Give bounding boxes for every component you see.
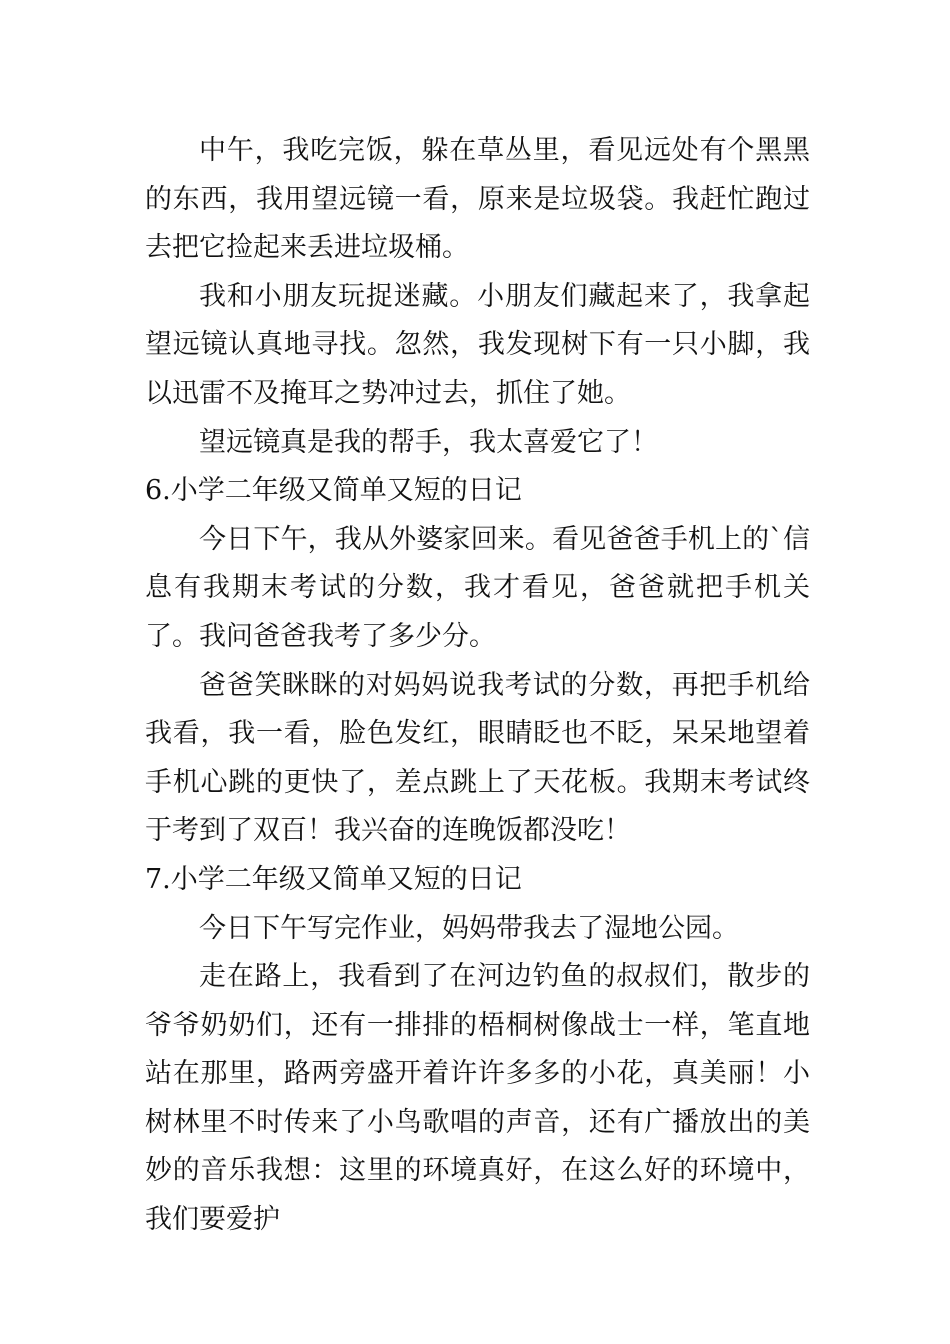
paragraph-wetland-park: 今日下午写完作业，妈妈带我去了湿地公园。: [199, 912, 739, 944]
paragraph-exam-score: 今日下午，我从外婆家回来。看见爸爸手机上的`信息有我期末考试的分数，我才看见，爸爸就把手机关了。我问爸爸我考了多少分。: [145, 523, 810, 652]
paragraph-double-hundred: 爸爸笑眯眯的对妈妈说我考试的分数，再把手机给我看，我一看，脸色发红，眼睛眨也不眨，呆呆地望着手机心跳的更快了，差点跳上了天花板。我期末考试终于考到了双百！我兴奋的连晚饭都没吃！: [145, 669, 810, 847]
paragraph-telescope-helper: 望远镜真是我的帮手，我太喜爱它了！: [199, 426, 658, 458]
paragraph-hide-and-seek: 我和小朋友玩捉迷藏。小朋友们藏起来了，我拿起望远镜认真地寻找。忽然，我发现树下有一只小脚，我以迅雷不及掩耳之势冲过去，抓住了她。: [145, 280, 810, 409]
document-body: [145, 127, 810, 1245]
section-heading-7: 7.小学二年级又简单又短的日记: [145, 863, 522, 895]
paragraph-walk-in-park: 走在路上，我看到了在河边钓鱼的叔叔们，散步的爷爷奶奶们，还有一排排的梧桐树像战士一样，笔直地站在那里，路两旁盛开着许许多多的小花，真美丽！小树林里不时传来了小鸟歌唱的声音，还有广播放出的美妙的音乐我想：这里的环境真好，在这么好的环境中，我们要爱护: [145, 961, 810, 1236]
paragraph-telescope-litter: 中午，我吃完饭，躲在草丛里，看见远处有个黑黑的东西，我用望远镜一看，原来是垃圾袋。我赶忙跑过去把它捡起来丢进垃圾桶。: [145, 135, 810, 264]
section-heading-6: 6.小学二年级又简单又短的日记: [145, 475, 522, 507]
